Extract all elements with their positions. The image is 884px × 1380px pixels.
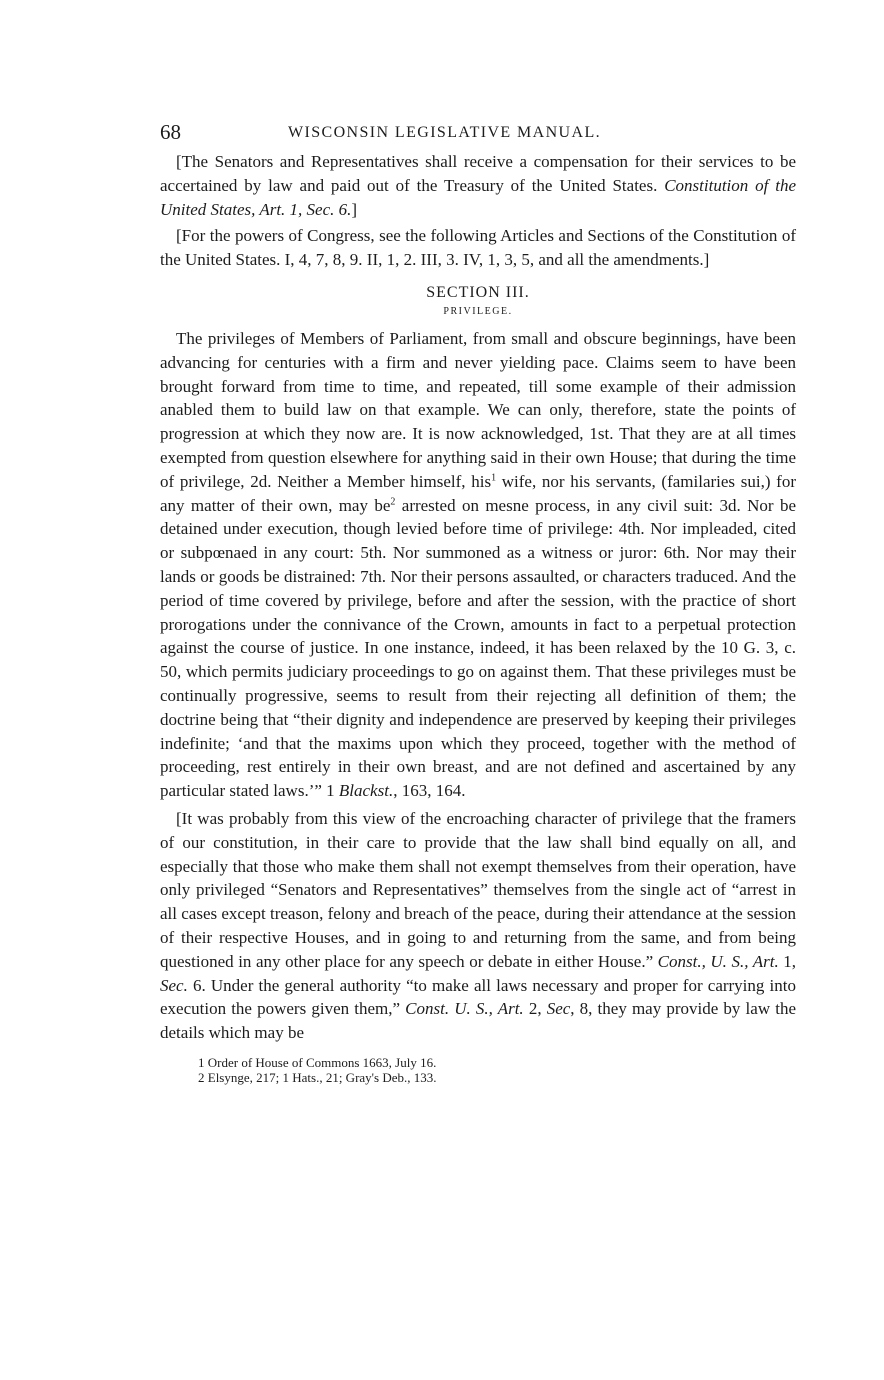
page-header — [160, 120, 796, 150]
section-heading: SECTION III. — [426, 284, 530, 301]
footnotes — [160, 1055, 796, 1085]
compensation-close: ] — [351, 200, 358, 219]
privilege-text-b: wife, nor his servants, (familaries sui,) for any matter of their own, may be — [160, 471, 796, 515]
privilege-text-d: , 163, 164. — [393, 781, 466, 801]
constitution-text-b: 1, — [778, 951, 797, 971]
powers-paragraph: [For the powers of Congress, see the following Articles and Sections of the Constitution of the United States. I, 4, 7, 8, 9. II, 1, 2. III, 3. IV, 1, 3, 5, and all the amendments.] — [160, 226, 796, 269]
constitution-citation: Constitution of the United States, Art. 1, Sec. 6. — [160, 176, 796, 219]
citation-const-us-art-2: Const. U. S., Art. — [405, 999, 524, 1019]
running-title: WISCONSIN LEGISLATIVE MANUAL. — [288, 124, 602, 141]
compensation-paragraph — [160, 150, 796, 222]
compensation-text: [The Senators and Representatives shall receive a compensation for their services to be accertained by law and paid out of the Treasury of the United States. — [160, 152, 796, 195]
footnote-ref-2: 2 — [390, 495, 396, 507]
citation-sec-2: Sec — [546, 999, 571, 1019]
citation-const-us-art: Const., U. S., Art. — [657, 951, 779, 971]
constitution-paragraph — [160, 807, 796, 1045]
section-subheading: PRIVILEGE. — [443, 306, 513, 317]
privilege-text-a: The privileges of Members of Parliament, from small and obscure beginnings, have been advancing for centuries with a firm and never yielding pace. Claims seem to have been brought forward from time to time, and repeated, till some example of their admission anabled them to build law on that example. We can only, therefore, state the points of progression at which they now are. It is now acknowledged, 1st. That they are at all times exempted from question elsewhere for anything said in their own House; that during the time of privilege, 2d. Neither a Member himself, his — [160, 329, 796, 491]
constitution-text-a: [It was probably from this view of the encroaching character of privilege that the framers of our constitution, in their care to provide that the law shall bind equally on all, and especially that those who make them shall not exempt themselves from their operation, have only privileged “Senators and Representatives” themselves from the single act of “arrest in all cases except treason, felony and breach of the peace, during their attendance at the session of their respective Houses, and in going to and returning from the same, and from being questioned in any other place for any speech or debate in either House.” — [160, 808, 796, 971]
page-number: 68 — [160, 120, 181, 144]
privilege-text-c: arrested on mesne process, in any civil suit: 3d. Nor be detained under execution, though levied before time of privilege: 4th. Nor impleaded, cited or subpœnaed in any court: 5th. Nor summoned as a witness or juror: 6th. Nor may their lands or goods be distrained: 7th. Nor their persons assaulted, or characters traduced. And the period of time covered by privilege, before and after the session, with the practice of short prorogations under the connivance of the Crown, amounts in fact to a perpetual protection against the course of justice. In one instance, indeed, it has been relaxed by the 10 G. 3, c. 50, which permits judiciary proceedings to go on against them. That these privileges must be continually progressive, seems to result from their rejecting all definition of them; the doctrine being that “their dignity and independence are preserved by keeping their privileges indefinite; ‘and that the maxims upon which they proceed, together with the method of proceeding, rest entirely in their own breast, and are not defined and ascertained by any particular stated laws.’” 1 — [160, 495, 796, 801]
footnote-1: 1 Order of House of Commons 1663, July 16. — [198, 1054, 437, 1070]
constitution-text-d: 2, — [523, 999, 547, 1019]
page — [160, 120, 796, 1085]
footnote-2: 2 Elsynge, 217; 1 Hats., 21; Gray's Deb., 133. — [198, 1069, 437, 1085]
blackstone-citation: Blackst. — [338, 781, 394, 801]
privilege-paragraph — [160, 327, 796, 803]
citation-sec: Sec. — [160, 975, 188, 995]
footnote-ref-1: 1 — [491, 472, 497, 484]
constitution-text-c: 6. Under the general authority “to make all laws necessary and proper for carrying into execution the powers given them,” — [160, 975, 796, 1019]
constitution-text-e: , 8, they may provide by law the details which may be — [160, 999, 796, 1043]
